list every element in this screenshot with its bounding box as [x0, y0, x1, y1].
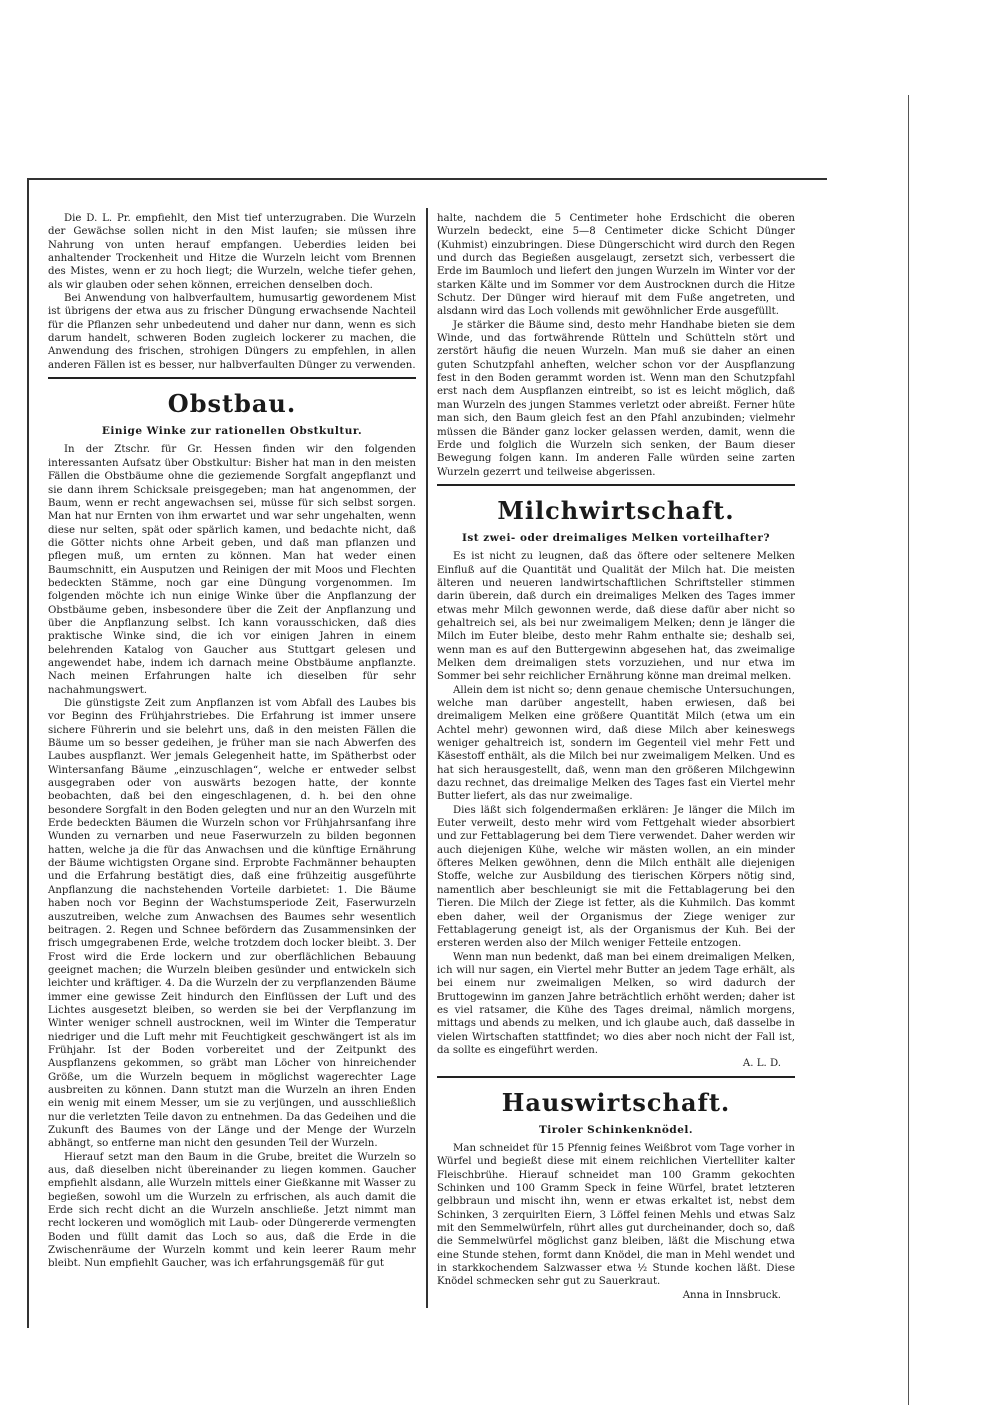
author-signature: Anna in Innsbruck. — [682, 1289, 781, 1301]
section-rule — [48, 377, 416, 379]
paragraph: Hierauf setzt man den Baum in die Grube, breitet die Wurzeln so aus, daß dieselben nicht übereinander zu liegen kommen. Gaucher empfiehlt alsdann, alle Wurzeln mittels einer Gießkanne mit Wasser zu begießen, sowohl um die Wurzeln zu erfrischen, als auch damit die Erde sich recht dicht an die Wurzeln anschließe. Jetzt nimmt man recht lockeren und womöglich mit Laub- oder Düngererde vermengten Boden und füllt damit das Loch so aus, daß die Erde in die Zwischenräume der Wurzeln kommt und kein leerer Raum mehr bleibt. Nun empfiehlt Gaucher, was ich erfahrungsgemäß für gut — [48, 1151, 416, 1270]
paragraph: Dies läßt sich folgendermaßen erklären: Je länger die Milch im Euter verweilt, desto mehr wird vom Fettgehalt wieder absorbiert und zur Fettablagerung bei dem Tiere verwendet. Daher werden wir auch diejenigen Kühe, welche wir mästen wollen, an ein minder öfteres Melken gewöhnen, denn die Milch enthält alle diejenigen Stoffe, welche zur Ausbildung des tierischen Körpers nötig sind, namentlich aber beschleunigt sie mit die Fettablagerung bei den Tieren. Die Milch der Ziege ist fetter, als die Kuhmilch. Das kommt eben daher, weil der Organismus der Ziege weniger zur Fettablagerung geneigt ist, als der Organismus der Kuh. Bei der ersteren werden also der Milch weniger Fetteile entzogen. — [437, 804, 795, 950]
right-column — [437, 212, 795, 1302]
paragraph: Die D. L. Pr. empfiehlt, den Mist tief unterzugraben. Die Wurzeln der Gewächse sollen nicht in den Mist laufen; sie müssen ihre Nahrung von unten herauf empfangen. Ueberdies leiden bei anhaltender Trockenheit und Hitze die Wurzeln leicht vom Brennen des Mistes, wenn er zu hoch liegt; die Wurzeln, welche tiefer gehen, als wir glauben oder sehen können, erreichen denselben doch. — [48, 213, 416, 291]
paragraph: Bei Anwendung von halbverfaultem, humusartig gewordenem Mist ist übrigens der etwa aus zu frischer Düngung erwachsende Nachteil für die Pflanzen sehr unbedeutend und daher nur dann, wenn es sich darum handelt, schweren Boden zugleich lockerer zu machen, die Anwendung des frischen, strohigen Düngers zu empfehlen, in allen anderen Fällen ist es besser, nur halbverfaulten Dünger zu verwenden. — [48, 293, 416, 371]
paragraph: Man schneidet für 15 Pfennig feines Weißbrot vom Tage vorher in Würfel und begießt diese mit einem reichlichen Viertelliter kalter Fleischbrühe. Hierauf schneidet man 100 Gramm gekochten Schinken und 100 Gramm Speck in feine Würfel, bratet letzteren gelbbraun und mischt ihn, wenn er etwas erkaltet ist, nebst dem Schinken, 3 zerquirlten Eiern, 3 Löffel feinen Mehls und etwas Salz mit den Semmelwürfeln, rührt alles gut durcheinander, doch so, daß die Semmelwürfel möglichst ganz bleiben, läßt die Mischung etwa eine Stunde stehen, formt dann Knödel, die man in Mehl wendet und in starkkochendem Salzwasser etwa ½ Stunde kochen läßt. Diese Knödel schmecken sehr gut zu Sauerkraut. — [437, 1142, 795, 1288]
author-signature: A. L. D. — [742, 1058, 781, 1070]
section-rule — [437, 1076, 795, 1078]
paragraph: halte, nachdem die 5 Centimeter hohe Erdschicht die oberen Wurzeln bedeckt, eine 5—8 Centimeter dicke Schicht Dünger (Kuhmist) einzubringen. Diese Düngerschicht wird durch den Regen und durch das Begießen ausgelaugt, zersetzt sich, verbessert die Erde im Baumloch und liefert den jungen Wurzeln im Winter vor der starken Kälte und im Sommer vor dem Austrocknen durch die Hitze Schutz. Der Dünger wird hierauf mit dem Fuße angetreten, und alsdann wird das Loch vollends mit gewöhnlicher Erde ausgefüllt. — [437, 213, 795, 318]
section-title-obstbau: Obstbau. — [167, 389, 297, 419]
paragraph: Wenn man nun bedenkt, daß man bei einem dreimaligen Melken, ich will nur sagen, ein Viertel mehr Butter an jedem Tage erhält, als bei einem nur zweimaligen Melken, so wird dadurch der Bruttogewinn im ganzen Jahre beträchtlich erhöht werden; daher ist es viel ratsamer, die Kühe des Tages dreimal, nämlich morgens, mittags und abends zu melken, und ich glaube auch, daß dasselbe in vielen Wirtschaften stattfindet; wo dies aber noch nicht der Fall ist, da sollte es eingeführt werden. — [437, 951, 795, 1056]
section-rule — [437, 484, 795, 486]
article-subtitle: Ist zwei- oder dreimaliges Melken vorteilhafter? — [461, 531, 771, 544]
article-subtitle: Einige Winke zur rationellen Obstkultur. — [101, 425, 363, 438]
section-title-hauswirtschaft: Hauswirtschaft. — [501, 1087, 731, 1117]
paragraph: Es ist nicht zu leugnen, daß das öftere oder seltenere Melken Einfluß auf die Quantität und Qualität der Milch hat. Die meisten älteren und neueren landwirtschaftlichen Schriftsteller stimmen darin überein, daß durch ein dreimaliges Melken des Tages immer etwas mehr Milch gewonnen werde, daß diese dafür aber nicht so gehaltreich sei, als bei nur zweimaligem Melken; denn je länger die Milch im Euter bleibe, desto mehr Rahm enthalte sie; deshalb sei, wenn man es auf den Buttergewinn abgesehen hat, das zweimalige Melken dem dreimaligen stets vorzuziehen, und nur etwa im Sommer bei sehr reichlicher Ernährung könne man dreimal melken. — [437, 551, 795, 683]
frame-top-rule — [27, 178, 827, 180]
paragraph: Je stärker die Bäume sind, desto mehr Handhabe bieten sie dem Winde, und das fortwährende Rütteln und Schütteln stört und zerstört häufig die neuen Wurzeln. Man muß sie daher an einen guten Schutzpfahl anheften, welcher schon vor der Auspflanzung fest in den Boden gerammt worden ist. Wenn man den Schutzpfahl erst nach dem Auspflanzen eintreibt, so ist es leicht möglich, daß man Wurzeln des jungen Stammes verletzt oder abreißt. Ferner hüte man sich, den Baum gleich fest an den Pfahl anzubinden; vielmehr müssen die Bänder ganz locker gelassen werden, damit, wenn die Erde und folglich die Wurzeln sich senken, der Baum dieser Bewegung folgen kann. Im anderen Falle würden seine zarten Wurzeln gezerrt und teilweise abgerissen. — [437, 319, 795, 478]
section-title-milchwirtschaft: Milchwirtschaft. — [497, 495, 735, 525]
column-divider — [426, 208, 428, 1308]
left-column — [48, 212, 416, 1271]
paragraph: Allein dem ist nicht so; denn genaue chemische Untersuchungen, welche man darüber angestellt, haben erwiesen, daß bei dreimaligem Melken eine größere Quantität Milch (etwa um ein Achtel mehr) gewonnen wird, daß diese Milch aber keineswegs weniger gehaltreich ist, sondern im Gegenteil viel mehr Fett und Käsestoff enthält, als die Milch bei nur zweimaligem Melken. Und es hat sich herausgestellt, daß, wenn man den größeren Milchgewinn dazu rechnet, das dreimalige Melken des Tages fast ein Viertel mehr Butter liefert, als das nur zweimalige. — [437, 684, 795, 803]
frame-right-edge — [908, 95, 909, 1405]
paragraph: In der Ztschr. für Gr. Hessen finden wir den folgenden interessanten Aufsatz über Obstkultur: Bisher hat man in den meisten Fällen die Obstbäume ohne die geziemende Sorgfalt angepflanzt und sie dann ihrem Schicksale preisgegeben; man hat angenommen, der Baum, wenn er recht angewachsen sei, müsse für sich selbst sorgen. Man hat nur Ernten von ihm erwartet und war sehr ungehalten, wenn diese nur selten, spät oder spärlich kamen, und bedachte nicht, daß die Götter nichts ohne Arbeit geben, und daß man pflanzen und pflegen muß, um ernten zu können. Man hat weder einen Baumschnitt, ein Ausputzen und Reinigen der mit Moos und Flechten bedeckten Stämme, noch gar eine Düngung vorgenommen. Im folgenden möchte ich nun einige Winke über die Anpflanzung der Obstbäume geben, insbesondere über die Zeit der Anpflanzung und über die Anpflanzung selbst. Ich kann vorausschicken, daß dies praktische Winke sind, die ich vor einigen Jahren in einem belehrenden Katalog von Gaucher aus Stuttgart gelesen und angewendet habe, indem ich darnach meine Obstbäume anpflanzte. Nach meinen Erfahrungen halte ich dieselben für sehr nachahmungswert. — [48, 444, 416, 696]
paragraph: Die günstigste Zeit zum Anpflanzen ist vom Abfall des Laubes bis vor Beginn des Frühjahrstriebes. Die Erfahrung ist immer unsere sichere Führerin und sie belehrt uns, daß in den meisten Fällen die Bäume um so besser gedeihen, je früher man sie nach Abwerfen des Laubes auspflanzt. Wer jemals Gelegenheit hatte, im Spätherbst oder Wintersanfang Bäume „einzuschlagen“, welche er entweder selbst ausgegraben oder von auswärts bezogen hatte, der konnte beobachten, daß bei den eingeschlagenen, d. h. bei den ohne besondere Sorgfalt in den Boden gelegten und nur an den Wurzeln mit Erde bedeckten Bäumen die Wurzeln schon vor Frühjahrsanfang ihre Wunden zu vernarben und neue Faserwurzeln zu bilden begonnen hatten, welche ja die für das Anwachsen und die künftige Ernährung der Bäume wichtigsten Organe sind. Erprobte Fachmänner behaupten und die Erfahrung bestätigt dies, daß eine frühzeitig ausgeführte Anpflanzung die nachstehenden Vorteile darbietet: 1. Die Bäume haben noch vor Beginn der Wachstumsperiode Zeit, Faserwurzeln auszutreiben, welche zum Anwachsen des Baumes sehr wesentlich beitragen. 2. Regen und Schnee befördern das Zusammensinken der frisch umgegrabenen Erde, welche trotzdem doch locker bleibt. 3. Der Frost wird die Erde lockern und zur oberflächlichen Bebauung geeignet machen; die Wurzeln bleiben gesünder und entwickeln sich leichter und kräftiger. 4. Da die Wurzeln der zu verpflanzenden Bäume immer eine gewisse Zeit hindurch den Einflüssen der Luft und des Lichtes ausgesetzt bleiben, so werden sie bei der Verpflanzung im Winter weniger schnell austrocknen, weil im Winter die Temperatur niedriger und die Luft mehr mit Feuchtigkeit geschwängert ist als im Frühjahr. Ist der Boden vorbereitet und der Zeitpunkt des Auspflanzens gekommen, so gräbt man Löcher von hinreichender Größe, um die Wurzeln bequem in möglichst wagerechter Lage ausbreiten zu können. Dann stutzt man die Wurzeln an ihren Enden ein wenig mit einem Messer, um sie zu verjüngen, und ausschließlich nur die verletzten Teile davon zu entnehmen. Da das Gedeihen und die Zukunft des Baumes von der Länge und der Menge der Wurzeln abhängt, so entferne man nicht den gesunden Teil der Wurzeln. — [48, 698, 416, 1150]
article-subtitle: Tiroler Schinkenknödel. — [538, 1123, 694, 1136]
frame-left-rule — [27, 178, 29, 1328]
